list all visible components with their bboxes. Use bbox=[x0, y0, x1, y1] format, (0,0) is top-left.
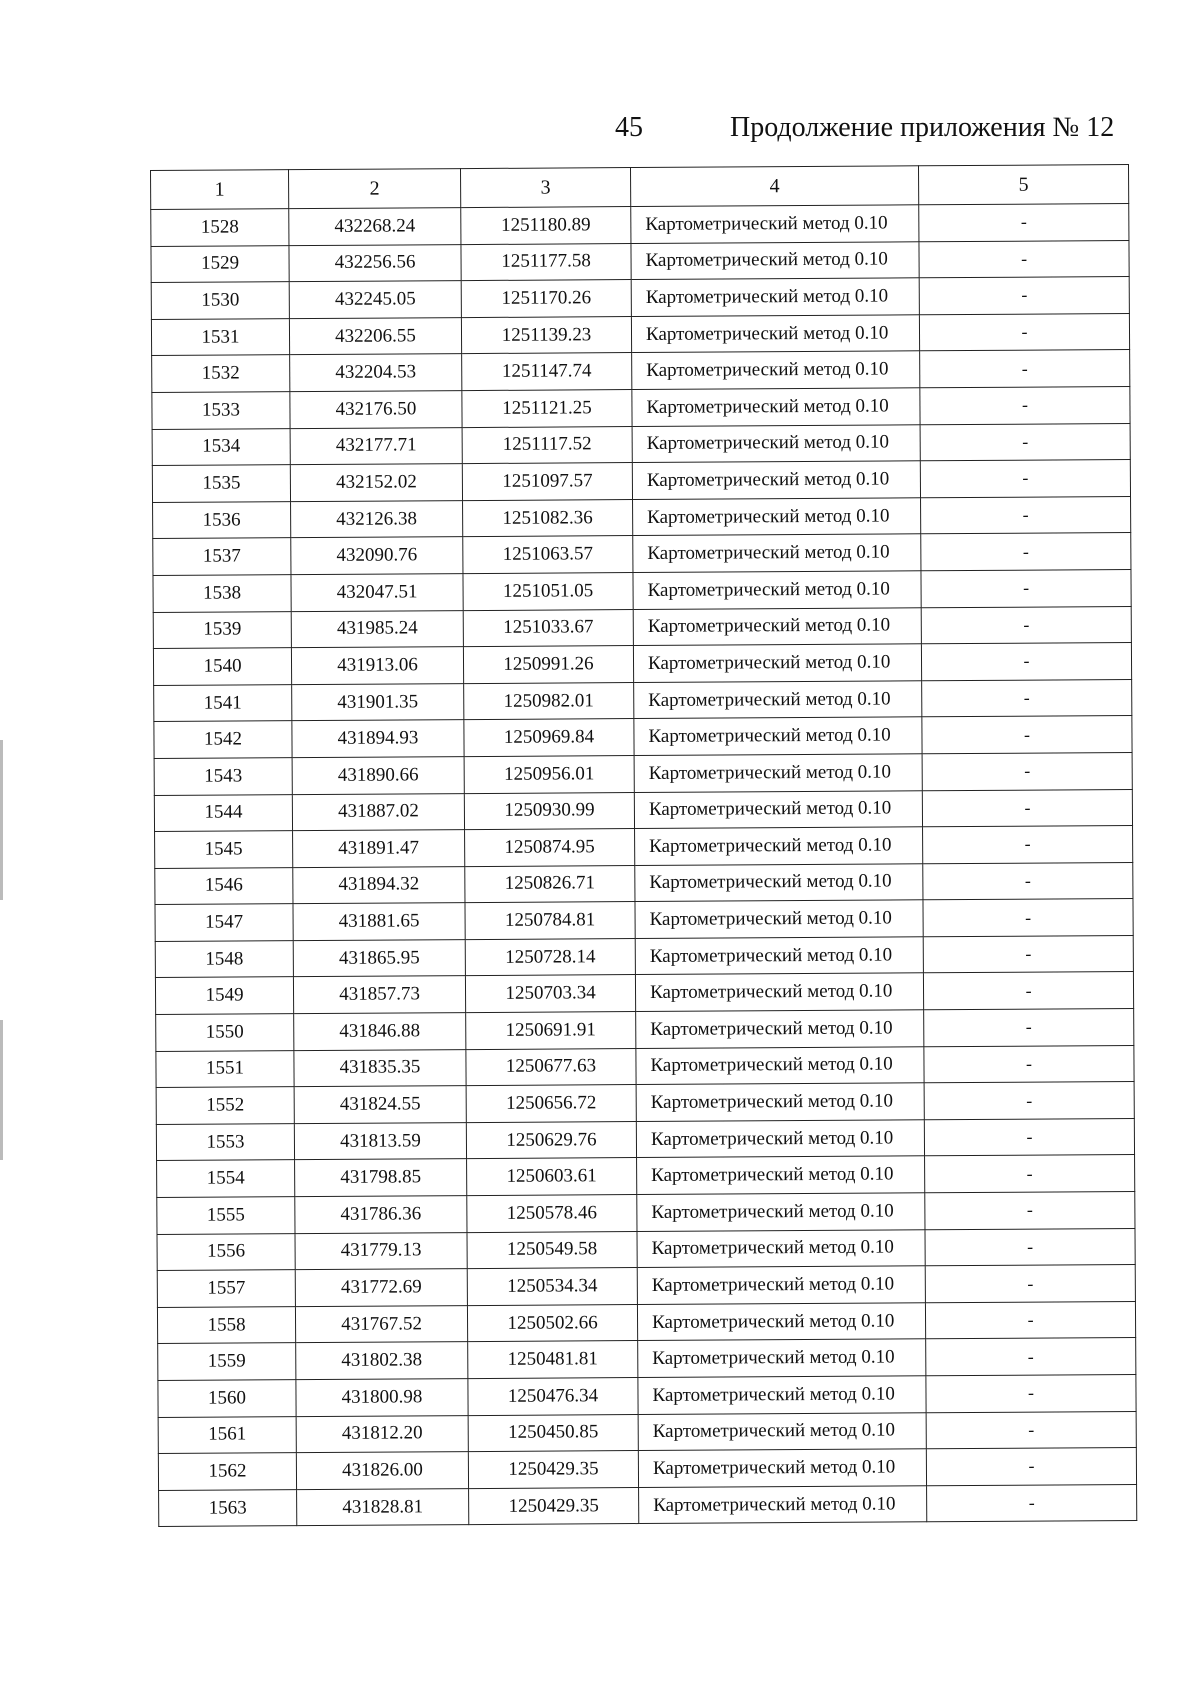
method-cell: Картометрический метод 0.10 bbox=[631, 205, 919, 243]
method-cell: Картометрический метод 0.10 bbox=[632, 351, 920, 389]
method-cell: Картометрический метод 0.10 bbox=[637, 1193, 925, 1231]
table-row bbox=[156, 1045, 1134, 1088]
x-coordinate-cell: 432090.76 bbox=[291, 537, 463, 575]
note-cell: - bbox=[926, 1375, 1136, 1413]
table-row bbox=[151, 204, 1129, 247]
column-header: 2 bbox=[289, 169, 461, 209]
x-coordinate-cell: 432177.71 bbox=[290, 427, 462, 465]
table-row bbox=[153, 569, 1131, 612]
column-header: 3 bbox=[460, 168, 630, 208]
note-cell: - bbox=[924, 1009, 1134, 1047]
point-number-cell: 1560 bbox=[158, 1380, 296, 1417]
method-cell: Картометрический метод 0.10 bbox=[638, 1339, 926, 1377]
x-coordinate-cell: 431881.65 bbox=[293, 903, 465, 941]
x-coordinate-cell: 431857.73 bbox=[293, 976, 465, 1014]
coordinates-table bbox=[150, 164, 1137, 1527]
point-number-cell: 1551 bbox=[156, 1050, 294, 1087]
method-cell: Картометрический метод 0.10 bbox=[631, 315, 919, 353]
note-cell: - bbox=[922, 716, 1132, 754]
method-cell: Картометрический метод 0.10 bbox=[631, 278, 919, 316]
y-coordinate-cell: 1251033.67 bbox=[463, 609, 633, 647]
point-number-cell: 1540 bbox=[153, 648, 291, 685]
note-cell: - bbox=[920, 460, 1130, 498]
x-coordinate-cell: 431786.36 bbox=[295, 1196, 467, 1234]
y-coordinate-cell: 1250969.84 bbox=[464, 719, 634, 757]
y-coordinate-cell: 1250784.81 bbox=[465, 902, 635, 940]
point-number-cell: 1529 bbox=[151, 245, 289, 282]
table-row bbox=[157, 1192, 1135, 1235]
note-cell: - bbox=[924, 1045, 1134, 1083]
point-number-cell: 1552 bbox=[156, 1087, 294, 1124]
method-cell: Картометрический метод 0.10 bbox=[639, 1486, 927, 1524]
method-cell: Картометрический метод 0.10 bbox=[634, 754, 922, 792]
table-row bbox=[155, 935, 1133, 978]
y-coordinate-cell: 1251180.89 bbox=[461, 207, 631, 245]
note-cell: - bbox=[923, 972, 1133, 1010]
y-coordinate-cell: 1250930.99 bbox=[464, 792, 634, 830]
point-number-cell: 1555 bbox=[157, 1197, 295, 1234]
table-row bbox=[154, 679, 1132, 722]
x-coordinate-cell: 431800.98 bbox=[296, 1379, 468, 1417]
point-number-cell: 1543 bbox=[154, 758, 292, 795]
scan-edge-mark bbox=[0, 1020, 3, 1160]
point-number-cell: 1532 bbox=[152, 355, 290, 392]
table-row bbox=[151, 313, 1129, 356]
note-cell: - bbox=[923, 935, 1133, 973]
x-coordinate-cell: 431894.93 bbox=[292, 720, 464, 758]
table-row bbox=[153, 533, 1131, 576]
point-number-cell: 1559 bbox=[158, 1343, 296, 1380]
method-cell: Картометрический метод 0.10 bbox=[633, 607, 921, 645]
note-cell: - bbox=[923, 862, 1133, 900]
point-number-cell: 1533 bbox=[152, 392, 290, 429]
x-coordinate-cell: 432256.56 bbox=[289, 244, 461, 282]
y-coordinate-cell: 1251170.26 bbox=[461, 280, 631, 318]
note-cell: - bbox=[919, 204, 1129, 242]
x-coordinate-cell: 431901.35 bbox=[292, 683, 464, 721]
point-number-cell: 1537 bbox=[153, 538, 291, 575]
point-number-cell: 1542 bbox=[154, 721, 292, 758]
method-cell: Картометрический метод 0.10 bbox=[635, 973, 923, 1011]
y-coordinate-cell: 1250629.76 bbox=[466, 1121, 636, 1159]
note-cell: - bbox=[921, 569, 1131, 607]
point-number-cell: 1562 bbox=[158, 1453, 296, 1490]
y-coordinate-cell: 1250549.58 bbox=[467, 1231, 637, 1269]
point-number-cell: 1545 bbox=[155, 831, 293, 868]
y-coordinate-cell: 1251117.52 bbox=[462, 426, 632, 464]
note-cell: - bbox=[921, 533, 1131, 571]
note-cell: - bbox=[927, 1484, 1137, 1522]
note-cell: - bbox=[919, 277, 1129, 315]
y-coordinate-cell: 1250481.81 bbox=[468, 1341, 638, 1379]
note-cell: - bbox=[922, 679, 1132, 717]
x-coordinate-cell: 432126.38 bbox=[291, 500, 463, 538]
x-coordinate-cell: 431890.66 bbox=[292, 756, 464, 794]
table-row bbox=[152, 460, 1130, 503]
point-number-cell: 1548 bbox=[155, 941, 293, 978]
method-cell: Картометрический метод 0.10 bbox=[638, 1412, 926, 1450]
y-coordinate-cell: 1251082.36 bbox=[463, 499, 633, 537]
table-row bbox=[159, 1484, 1137, 1527]
method-cell: Картометрический метод 0.10 bbox=[636, 1046, 924, 1084]
x-coordinate-cell: 431828.81 bbox=[297, 1488, 469, 1526]
point-number-cell: 1547 bbox=[155, 904, 293, 941]
y-coordinate-cell: 1251121.25 bbox=[462, 390, 632, 428]
note-cell: - bbox=[923, 899, 1133, 937]
method-cell: Картометрический метод 0.10 bbox=[633, 571, 921, 609]
y-coordinate-cell: 1250691.91 bbox=[466, 1012, 636, 1050]
point-number-cell: 1561 bbox=[158, 1416, 296, 1453]
y-coordinate-cell: 1250534.34 bbox=[467, 1268, 637, 1306]
x-coordinate-cell: 431767.52 bbox=[295, 1305, 467, 1343]
y-coordinate-cell: 1250578.46 bbox=[467, 1195, 637, 1233]
method-cell: Картометрический метод 0.10 bbox=[637, 1266, 925, 1304]
table-row bbox=[155, 899, 1133, 942]
method-cell: Картометрический метод 0.10 bbox=[637, 1156, 925, 1194]
column-header: 1 bbox=[151, 170, 289, 210]
note-cell: - bbox=[925, 1228, 1135, 1266]
x-coordinate-cell: 431887.02 bbox=[292, 793, 464, 831]
point-number-cell: 1546 bbox=[155, 867, 293, 904]
method-cell: Картометрический метод 0.10 bbox=[635, 827, 923, 865]
y-coordinate-cell: 1250502.66 bbox=[467, 1304, 637, 1342]
point-number-cell: 1539 bbox=[153, 611, 291, 648]
x-coordinate-cell: 431824.55 bbox=[294, 1086, 466, 1124]
x-coordinate-cell: 431913.06 bbox=[291, 647, 463, 685]
y-coordinate-cell: 1251177.58 bbox=[461, 243, 631, 281]
x-coordinate-cell: 432206.55 bbox=[289, 317, 461, 355]
y-coordinate-cell: 1250603.61 bbox=[467, 1158, 637, 1196]
method-cell: Картометрический метод 0.10 bbox=[632, 388, 920, 426]
table-row bbox=[158, 1375, 1136, 1418]
table-row bbox=[151, 277, 1129, 320]
table-row bbox=[158, 1411, 1136, 1454]
table-row bbox=[157, 1265, 1135, 1308]
table-row bbox=[158, 1448, 1136, 1491]
note-cell: - bbox=[919, 240, 1129, 278]
method-cell: Картометрический метод 0.10 bbox=[633, 498, 921, 536]
table-row bbox=[157, 1301, 1135, 1344]
method-cell: Картометрический метод 0.10 bbox=[637, 1303, 925, 1341]
appendix-title: Продолжение приложения № 12 bbox=[730, 112, 1115, 143]
note-cell: - bbox=[919, 313, 1129, 351]
x-coordinate-cell: 432245.05 bbox=[289, 281, 461, 319]
table-row bbox=[152, 350, 1130, 393]
note-cell: - bbox=[921, 606, 1131, 644]
x-coordinate-cell: 432176.50 bbox=[290, 391, 462, 429]
point-number-cell: 1528 bbox=[151, 209, 289, 246]
method-cell: Картометрический метод 0.10 bbox=[632, 461, 920, 499]
method-cell: Картометрический метод 0.10 bbox=[632, 424, 920, 462]
y-coordinate-cell: 1250656.72 bbox=[466, 1085, 636, 1123]
table-row bbox=[157, 1228, 1135, 1271]
note-cell: - bbox=[921, 643, 1131, 681]
method-cell: Картометрический метод 0.10 bbox=[636, 1120, 924, 1158]
note-cell: - bbox=[925, 1155, 1135, 1193]
table-row bbox=[156, 1118, 1134, 1161]
y-coordinate-cell: 1250476.34 bbox=[468, 1378, 638, 1416]
point-number-cell: 1554 bbox=[157, 1160, 295, 1197]
x-coordinate-cell: 431894.32 bbox=[293, 866, 465, 904]
table-row bbox=[155, 862, 1133, 905]
point-number-cell: 1557 bbox=[157, 1270, 295, 1307]
method-cell: Картометрический метод 0.10 bbox=[637, 1229, 925, 1267]
point-number-cell: 1549 bbox=[155, 977, 293, 1014]
table-row bbox=[155, 826, 1133, 869]
x-coordinate-cell: 431812.20 bbox=[296, 1415, 468, 1453]
y-coordinate-cell: 1251147.74 bbox=[462, 353, 632, 391]
table-row bbox=[153, 606, 1131, 649]
note-cell: - bbox=[922, 789, 1132, 827]
point-number-cell: 1544 bbox=[154, 794, 292, 831]
column-header: 5 bbox=[918, 165, 1128, 205]
y-coordinate-cell: 1250677.63 bbox=[466, 1048, 636, 1086]
point-number-cell: 1531 bbox=[151, 318, 289, 355]
x-coordinate-cell: 432047.51 bbox=[291, 574, 463, 612]
x-coordinate-cell: 431779.13 bbox=[295, 1232, 467, 1270]
table-row bbox=[153, 643, 1131, 686]
table-row bbox=[153, 496, 1131, 539]
note-cell: - bbox=[920, 386, 1130, 424]
x-coordinate-cell: 431846.88 bbox=[294, 1013, 466, 1051]
y-coordinate-cell: 1250874.95 bbox=[465, 829, 635, 867]
note-cell: - bbox=[925, 1192, 1135, 1230]
method-cell: Картометрический метод 0.10 bbox=[638, 1449, 926, 1487]
note-cell: - bbox=[920, 350, 1130, 388]
table-row bbox=[154, 789, 1132, 832]
note-cell: - bbox=[925, 1301, 1135, 1339]
method-cell: Картометрический метод 0.10 bbox=[638, 1376, 926, 1414]
point-number-cell: 1558 bbox=[157, 1306, 295, 1343]
x-coordinate-cell: 431985.24 bbox=[291, 610, 463, 648]
note-cell: - bbox=[923, 826, 1133, 864]
x-coordinate-cell: 431835.35 bbox=[294, 1049, 466, 1087]
point-number-cell: 1538 bbox=[153, 575, 291, 612]
note-cell: - bbox=[925, 1265, 1135, 1303]
table-row bbox=[151, 240, 1129, 283]
y-coordinate-cell: 1251051.05 bbox=[463, 572, 633, 610]
scan-edge-mark bbox=[0, 740, 3, 900]
note-cell: - bbox=[924, 1082, 1134, 1120]
x-coordinate-cell: 432268.24 bbox=[289, 208, 461, 246]
column-header: 4 bbox=[630, 166, 918, 207]
x-coordinate-cell: 432152.02 bbox=[290, 464, 462, 502]
y-coordinate-cell: 1251139.23 bbox=[461, 316, 631, 354]
method-cell: Картометрический метод 0.10 bbox=[636, 1083, 924, 1121]
y-coordinate-cell: 1250956.01 bbox=[464, 755, 634, 793]
note-cell: - bbox=[924, 1118, 1134, 1156]
y-coordinate-cell: 1250450.85 bbox=[468, 1414, 638, 1452]
point-number-cell: 1536 bbox=[153, 501, 291, 538]
table-row bbox=[158, 1338, 1136, 1381]
table-row bbox=[155, 972, 1133, 1015]
y-coordinate-cell: 1250703.34 bbox=[465, 975, 635, 1013]
note-cell: - bbox=[921, 496, 1131, 534]
point-number-cell: 1534 bbox=[152, 428, 290, 465]
y-coordinate-cell: 1250429.35 bbox=[468, 1451, 638, 1489]
method-cell: Картометрический метод 0.10 bbox=[635, 900, 923, 938]
method-cell: Картометрический метод 0.10 bbox=[636, 1010, 924, 1048]
table-header-row bbox=[151, 165, 1129, 210]
note-cell: - bbox=[922, 752, 1132, 790]
method-cell: Картометрический метод 0.10 bbox=[631, 241, 919, 279]
y-coordinate-cell: 1250982.01 bbox=[464, 682, 634, 720]
page-number: 45 bbox=[615, 112, 643, 143]
method-cell: Картометрический метод 0.10 bbox=[634, 790, 922, 828]
x-coordinate-cell: 431798.85 bbox=[295, 1159, 467, 1197]
note-cell: - bbox=[926, 1338, 1136, 1376]
table-row bbox=[156, 1009, 1134, 1052]
method-cell: Картометрический метод 0.10 bbox=[633, 534, 921, 572]
x-coordinate-cell: 431772.69 bbox=[295, 1269, 467, 1307]
x-coordinate-cell: 431813.59 bbox=[294, 1122, 466, 1160]
method-cell: Картометрический метод 0.10 bbox=[635, 937, 923, 975]
method-cell: Картометрический метод 0.10 bbox=[635, 863, 923, 901]
method-cell: Картометрический метод 0.10 bbox=[633, 644, 921, 682]
method-cell: Картометрический метод 0.10 bbox=[634, 717, 922, 755]
y-coordinate-cell: 1250991.26 bbox=[463, 646, 633, 684]
y-coordinate-cell: 1251063.57 bbox=[463, 536, 633, 574]
y-coordinate-cell: 1250728.14 bbox=[465, 938, 635, 976]
table-row bbox=[154, 716, 1132, 759]
point-number-cell: 1541 bbox=[154, 684, 292, 721]
table-row bbox=[157, 1155, 1135, 1198]
point-number-cell: 1563 bbox=[159, 1489, 297, 1526]
method-cell: Картометрический метод 0.10 bbox=[634, 681, 922, 719]
note-cell: - bbox=[926, 1411, 1136, 1449]
x-coordinate-cell: 432204.53 bbox=[290, 354, 462, 392]
point-number-cell: 1556 bbox=[157, 1233, 295, 1270]
point-number-cell: 1530 bbox=[151, 282, 289, 319]
table-row bbox=[152, 423, 1130, 466]
note-cell: - bbox=[926, 1448, 1136, 1486]
table-row bbox=[154, 752, 1132, 795]
y-coordinate-cell: 1250826.71 bbox=[465, 865, 635, 903]
x-coordinate-cell: 431802.38 bbox=[296, 1342, 468, 1380]
table-body bbox=[151, 204, 1137, 1527]
point-number-cell: 1553 bbox=[156, 1123, 294, 1160]
y-coordinate-cell: 1251097.57 bbox=[462, 463, 632, 501]
y-coordinate-cell: 1250429.35 bbox=[469, 1487, 639, 1525]
table-row bbox=[152, 386, 1130, 429]
x-coordinate-cell: 431891.47 bbox=[293, 830, 465, 868]
table-row bbox=[156, 1082, 1134, 1125]
x-coordinate-cell: 431826.00 bbox=[296, 1452, 468, 1490]
point-number-cell: 1535 bbox=[152, 465, 290, 502]
point-number-cell: 1550 bbox=[156, 1014, 294, 1051]
note-cell: - bbox=[920, 423, 1130, 461]
x-coordinate-cell: 431865.95 bbox=[293, 939, 465, 977]
